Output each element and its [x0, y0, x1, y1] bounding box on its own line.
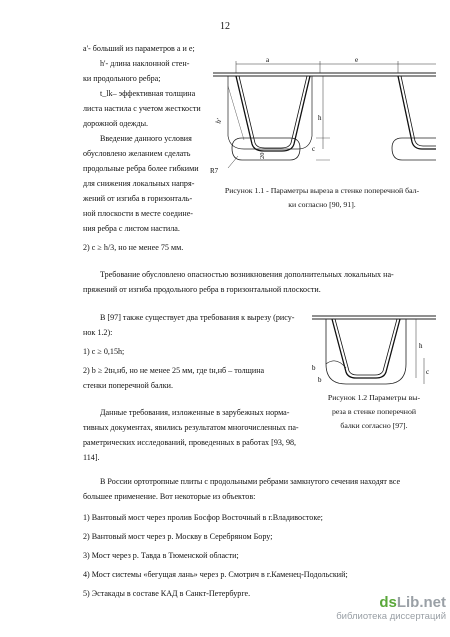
label-b: b	[312, 364, 316, 372]
text-line: ной плоскости в месте соедине-	[83, 209, 193, 218]
text-line: большее применение. Вот некоторые из объектов:	[83, 492, 256, 501]
text-line: h'- длина наклонной стен-	[100, 59, 190, 68]
figure-1-2-diagram	[312, 308, 436, 390]
text-line: тивных документах, явились результатом многочисленных па-	[83, 423, 299, 432]
text-line: В России ортотропные плиты с продольными ребрами замкнутого сечения находят все	[100, 477, 401, 486]
figure-1-1-caption-line: ки согласно [90, 91].	[288, 200, 356, 209]
page-number: 12	[220, 21, 230, 32]
label-r7: R7	[210, 167, 219, 174]
text-line: Данные требования, изложенные в зарубежных норма-	[100, 408, 290, 417]
text-line: дорожной одежды.	[83, 119, 149, 128]
requirement-1: 1) c ≥ 0,15h;	[83, 347, 125, 356]
text-line: для снижения локальных напря-	[83, 179, 195, 188]
label-c: c	[426, 368, 430, 376]
requirement-2: 2) b ≥ 2tн,нб, но не менее 25 мм, где tн,нб – толщина	[83, 366, 265, 375]
text-line: Введение данного условия	[100, 134, 192, 143]
watermark	[322, 594, 446, 622]
text-line: a'- больший из параметров a и e;	[83, 44, 195, 53]
watermark-logo: dsLib.net	[379, 594, 446, 611]
figure-1-2-caption-line: реза в стенке поперечной	[331, 407, 417, 416]
figure-1-2-caption-line: Рисунок 1.2 Параметры вы-	[327, 393, 421, 402]
text-line: пряжений от изгиба продольного ребра в горизонтальной плоскости.	[83, 285, 321, 294]
label-e: e	[355, 56, 359, 64]
label-h: h	[318, 114, 322, 122]
figure-1-1-caption-line: Рисунок 1.1 - Параметры выреза в стенке поперечной бал-	[224, 186, 420, 195]
text-line: t_lk– эффективная толщина	[100, 89, 196, 98]
text-line: обусловлено желанием сделать	[83, 149, 191, 158]
text-line: продольные ребра более гибкими	[83, 164, 199, 173]
text-line: В [97] также существует два требования к вырезу (рису-	[100, 313, 295, 322]
label-h: h	[419, 342, 423, 350]
label-a: a	[266, 56, 270, 64]
text-line: ния ребра с листом настила.	[83, 224, 180, 233]
text-line: нок 1.2):	[83, 328, 113, 337]
label-h-prime: h'	[214, 117, 224, 125]
list-item: 2) Вантовый мост через р. Москву в Серебряном Бору;	[83, 532, 273, 541]
requirement-2-cont: стенки поперечной балки.	[83, 381, 173, 390]
text-line: листа настила с учетом жесткости	[83, 104, 201, 113]
text-line: 114].	[83, 453, 100, 462]
label-20: 20	[259, 152, 266, 159]
list-item: 3) Мост через р. Тавда в Тюменской области;	[83, 551, 239, 560]
text-line: Требование обусловлено опасностью возникновения дополнительных локальных на-	[100, 270, 394, 279]
list-item: 4) Мост системы «бегущая лань» через р. Смотрич в г.Каменец-Подольский;	[83, 570, 348, 579]
list-item: 5) Эстакады в составе КАД в Санкт-Петербурге.	[83, 589, 251, 598]
label-b: b	[318, 376, 322, 384]
label-c: c	[312, 145, 316, 153]
text-line: жений от изгиба в горизонталь-	[83, 194, 193, 203]
watermark-subtitle: библиотека диссертаций	[336, 611, 446, 622]
figure-1-2-caption-line: балки согласно [97].	[340, 421, 408, 430]
figure-1-1-diagram	[208, 56, 436, 174]
text-line: раметрических исследований, проведенных в работах [93, 98,	[83, 438, 297, 447]
list-item: 1) Вантовый мост через пролив Босфор Восточный в г.Владивостоке;	[83, 513, 323, 522]
text-line: ки продольного ребра;	[83, 74, 161, 83]
condition-2: 2) c ≥ h/3, но не менее 75 мм.	[83, 243, 184, 252]
